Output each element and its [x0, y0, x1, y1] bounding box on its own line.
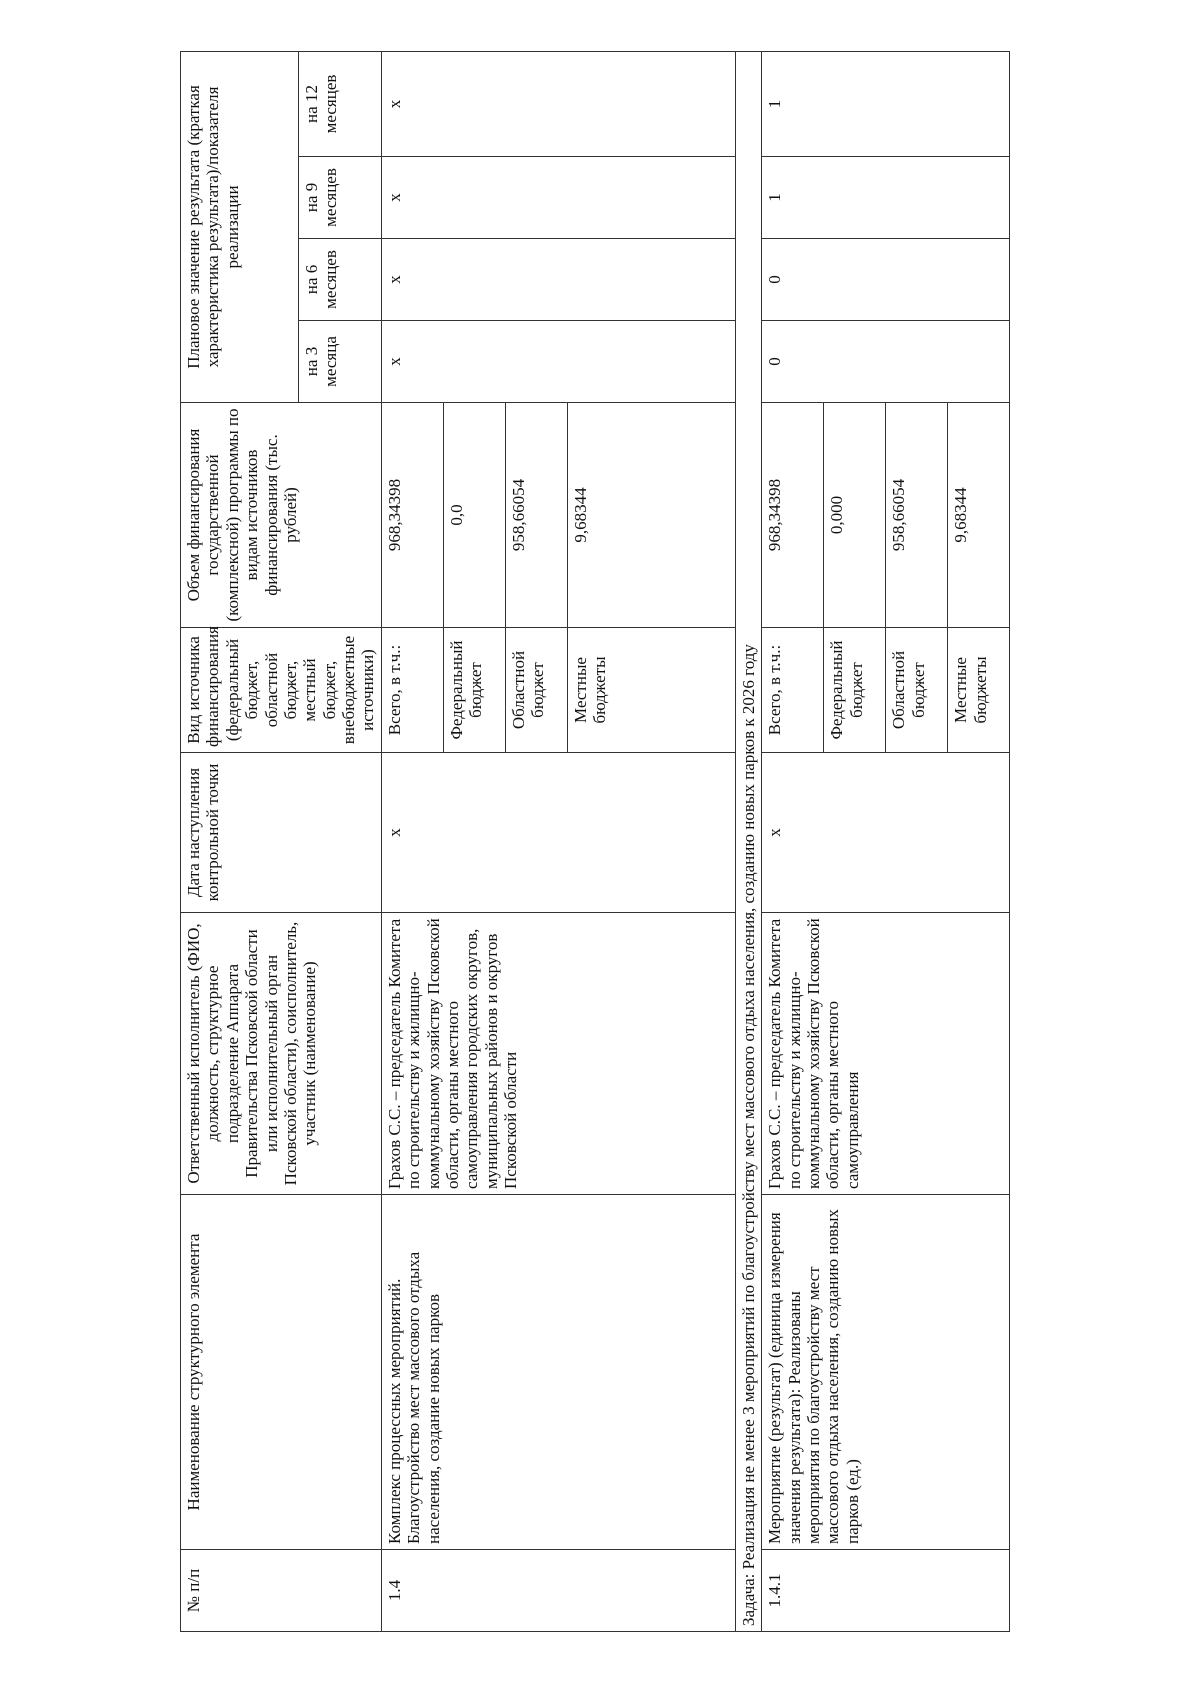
header-source: Вид источника финансирования (федеральный бюджет, областной бюджет, местный бюджет, внебюджетные источники) — [181, 628, 382, 753]
volume-local: 9,68344 — [567, 403, 735, 628]
plan-m3: 0 — [762, 321, 1010, 403]
volume-local: 9,68344 — [948, 403, 1010, 628]
source-total: Всего, в т.ч.: — [381, 628, 443, 753]
volume-federal: 0,000 — [824, 403, 886, 628]
header-row — [181, 51, 299, 1631]
plan-m6: 0 — [762, 239, 1010, 321]
header-volume: Объем финансирования государственной (комплексной) программы по видам источников финансирования (тыс. рублей) — [181, 403, 382, 628]
task-row — [735, 51, 761, 1631]
row-name: Мероприятие (результат) (единица измерения значения результата): Реализованы мероприятия по благоустройству мест массового отдыха населения, созданию новых парков (ед.) — [762, 1195, 1010, 1550]
plan-m6: х — [381, 239, 735, 321]
plan-m3: х — [381, 321, 735, 403]
table-row — [381, 51, 443, 1631]
rotated-page — [180, 74, 1130, 1632]
source-federal: Федеральный бюджет — [824, 628, 886, 753]
row-responsible: Грахов С.С. – председатель Комитета по строительству и жилищно-коммунальному хозяйству Псковской области, органы местного самоуправления городских округов, муниципальных районов и округов Псковской области — [381, 913, 735, 1195]
volume-regional: 958,66054 — [886, 403, 948, 628]
volume-federal: 0,0 — [443, 403, 505, 628]
header-plan: Плановое значение результата (краткая характеристика результата)/показателя реализации — [181, 51, 299, 402]
header-m3: на 3 месяца — [298, 321, 381, 403]
header-num: № п/п — [181, 1550, 382, 1632]
plan-m12: х — [381, 51, 735, 156]
volume-regional: 958,66054 — [505, 403, 567, 628]
source-total: Всего, в т.ч.: — [762, 628, 824, 753]
header-responsible: Ответственный исполнитель (ФИО, должность, структурное подразделение Аппарата Правительства Псковской области или исполнительный орган Псковской области), соисполнитель, участник (наименование) — [181, 913, 382, 1195]
plan-m9: х — [381, 157, 735, 239]
source-local: Местные бюджеты — [948, 628, 1010, 753]
header-name: Наименование структурного элемента — [181, 1195, 382, 1550]
source-regional: Областной бюджет — [505, 628, 567, 753]
plan-m12: 1 — [762, 51, 1010, 156]
financing-table — [180, 51, 1010, 1632]
row-name: Комплекс процессных мероприятий. Благоустройство мест массового отдыха населения, создание новых парков — [381, 1195, 735, 1550]
row-num: 1.4 — [381, 1550, 735, 1632]
source-local: Местные бюджеты — [567, 628, 735, 753]
header-m12: на 12 месяцев — [298, 51, 381, 156]
row-date: х — [762, 753, 1010, 913]
source-regional: Областной бюджет — [886, 628, 948, 753]
volume-total: 968,34398 — [381, 403, 443, 628]
row-responsible: Грахов С.С. – председатель Комитета по строительству и жилищно-коммунальному хозяйству Псковской области, органы местного самоуправления — [762, 913, 1010, 1195]
task-text: Задача: Реализация не менее 3 мероприятий по благоустройству мест массового отдыха населения, созданию новых парков к 2026 году — [735, 51, 761, 1631]
row-date: х — [381, 753, 735, 913]
volume-total: 968,34398 — [762, 403, 824, 628]
row-num: 1.4.1 — [762, 1550, 1010, 1632]
header-m9: на 9 месяцев — [298, 157, 381, 239]
table-row — [762, 51, 824, 1631]
header-m6: на 6 месяцев — [298, 239, 381, 321]
header-date: Дата наступления контрольной точки — [181, 753, 382, 913]
source-federal: Федеральный бюджет — [443, 628, 505, 753]
plan-m9: 1 — [762, 157, 1010, 239]
